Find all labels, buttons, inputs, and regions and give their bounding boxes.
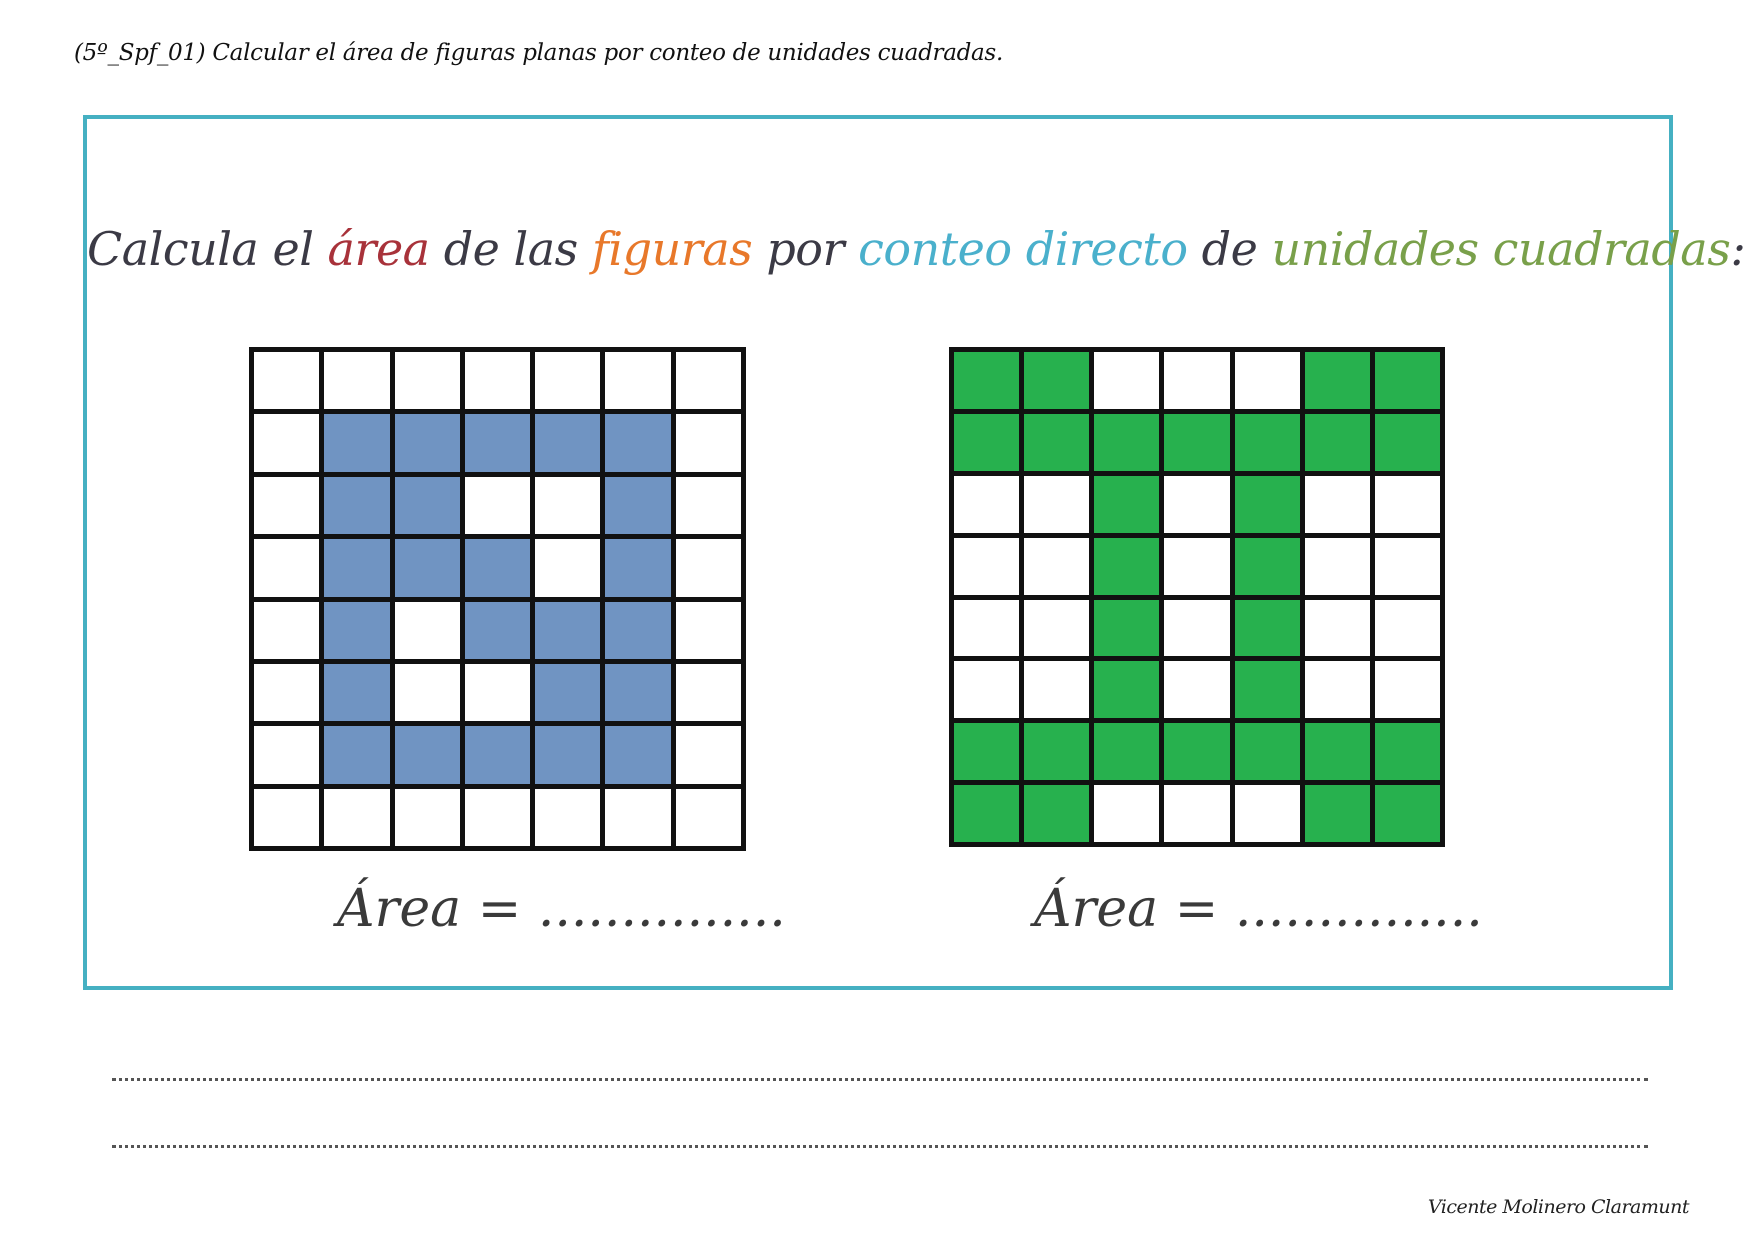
empty-unit-square <box>1305 538 1370 595</box>
shaded-unit-square <box>1024 723 1089 780</box>
shaded-unit-square <box>1375 785 1440 842</box>
shaded-unit-square <box>1375 352 1440 409</box>
header-title: (5º_Spf_01) Calcular el área de figuras planas por conteo de unidades cuadradas. <box>74 40 1003 66</box>
shaded-unit-square <box>1235 600 1300 657</box>
instruction-part: área <box>327 222 430 276</box>
shaded-unit-square <box>324 664 389 721</box>
shaded-unit-square <box>465 414 530 471</box>
shaded-unit-square <box>395 477 460 534</box>
shaded-unit-square <box>1094 723 1159 780</box>
empty-unit-square <box>676 664 741 721</box>
shaded-unit-square <box>324 477 389 534</box>
empty-unit-square <box>1375 538 1440 595</box>
figure-grid-2 <box>949 347 1445 847</box>
author-signature: Vicente Molinero Claramunt <box>1427 1196 1689 1218</box>
shaded-unit-square <box>324 414 389 471</box>
empty-unit-square <box>1164 538 1229 595</box>
empty-unit-square <box>395 602 460 659</box>
shaded-unit-square <box>324 726 389 783</box>
shaded-unit-square <box>1094 414 1159 471</box>
shaded-unit-square <box>1164 414 1229 471</box>
area-label-2: Área = ............... <box>1034 879 1483 939</box>
empty-unit-square <box>954 661 1019 718</box>
shaded-unit-square <box>1235 414 1300 471</box>
empty-unit-square <box>1305 476 1370 533</box>
empty-unit-square <box>254 539 319 596</box>
task-box <box>83 115 1746 990</box>
shaded-unit-square <box>395 726 460 783</box>
shaded-unit-square <box>395 539 460 596</box>
shaded-unit-square <box>1094 661 1159 718</box>
shaded-unit-square <box>954 414 1019 471</box>
shaded-unit-square <box>605 477 670 534</box>
empty-unit-square <box>1164 352 1229 409</box>
shaded-unit-square <box>1375 723 1440 780</box>
shaded-unit-square <box>605 726 670 783</box>
shaded-unit-square <box>1094 600 1159 657</box>
empty-unit-square <box>254 726 319 783</box>
shaded-unit-square <box>1024 785 1089 842</box>
shaded-unit-square <box>1024 414 1089 471</box>
shaded-unit-square <box>1094 476 1159 533</box>
empty-unit-square <box>1305 600 1370 657</box>
empty-unit-square <box>1375 661 1440 718</box>
empty-unit-square <box>535 477 600 534</box>
shaded-unit-square <box>1305 352 1370 409</box>
empty-unit-square <box>324 352 389 409</box>
shaded-unit-square <box>605 414 670 471</box>
shaded-unit-square <box>535 726 600 783</box>
shaded-unit-square <box>954 352 1019 409</box>
empty-unit-square <box>1375 476 1440 533</box>
empty-unit-square <box>395 352 460 409</box>
shaded-unit-square <box>1094 538 1159 595</box>
empty-unit-square <box>535 789 600 846</box>
shaded-unit-square <box>535 664 600 721</box>
instruction-part: unidades cuadradas <box>1271 222 1731 276</box>
shaded-unit-square <box>954 723 1019 780</box>
shaded-unit-square <box>605 539 670 596</box>
instruction-part: figuras <box>591 222 753 276</box>
shaded-unit-square <box>1235 661 1300 718</box>
empty-unit-square <box>1305 661 1370 718</box>
empty-unit-square <box>1164 600 1229 657</box>
shaded-unit-square <box>465 602 530 659</box>
empty-unit-square <box>324 789 389 846</box>
shaded-unit-square <box>605 602 670 659</box>
shaded-unit-square <box>465 726 530 783</box>
empty-unit-square <box>1094 785 1159 842</box>
instruction-part: de <box>1187 222 1272 276</box>
shaded-unit-square <box>1305 723 1370 780</box>
empty-unit-square <box>605 789 670 846</box>
shaded-unit-square <box>954 785 1019 842</box>
empty-unit-square <box>254 477 319 534</box>
instruction-part: : <box>1730 222 1746 276</box>
answer-line-2[interactable] <box>112 1145 1648 1148</box>
empty-unit-square <box>1375 600 1440 657</box>
shaded-unit-square <box>324 539 389 596</box>
shaded-unit-square <box>1164 723 1229 780</box>
empty-unit-square <box>395 789 460 846</box>
shaded-unit-square <box>535 414 600 471</box>
instruction-part: Calcula el <box>87 222 328 276</box>
shaded-unit-square <box>605 664 670 721</box>
shaded-unit-square <box>1305 785 1370 842</box>
empty-unit-square <box>254 602 319 659</box>
empty-unit-square <box>465 477 530 534</box>
instruction-part: de las <box>429 222 592 276</box>
empty-unit-square <box>465 664 530 721</box>
empty-unit-square <box>535 352 600 409</box>
empty-unit-square <box>676 477 741 534</box>
answer-line-1[interactable] <box>112 1078 1648 1081</box>
shaded-unit-square <box>535 602 600 659</box>
empty-unit-square <box>676 414 741 471</box>
figure-grid-1 <box>249 347 746 851</box>
empty-unit-square <box>676 726 741 783</box>
empty-unit-square <box>676 789 741 846</box>
empty-unit-square <box>1024 661 1089 718</box>
empty-unit-square <box>254 414 319 471</box>
empty-unit-square <box>1235 352 1300 409</box>
shaded-unit-square <box>1235 538 1300 595</box>
empty-unit-square <box>1235 785 1300 842</box>
empty-unit-square <box>535 539 600 596</box>
empty-unit-square <box>954 476 1019 533</box>
empty-unit-square <box>254 789 319 846</box>
shaded-unit-square <box>1375 414 1440 471</box>
empty-unit-square <box>676 539 741 596</box>
empty-unit-square <box>1164 476 1229 533</box>
empty-unit-square <box>1024 476 1089 533</box>
instruction-part: conteo directo <box>858 222 1188 276</box>
instruction-heading <box>87 222 1746 276</box>
shaded-unit-square <box>465 539 530 596</box>
empty-unit-square <box>465 789 530 846</box>
area-label-1: Área = ............... <box>337 879 786 939</box>
empty-unit-square <box>1164 785 1229 842</box>
shaded-unit-square <box>1235 476 1300 533</box>
shaded-unit-square <box>1235 723 1300 780</box>
empty-unit-square <box>1024 600 1089 657</box>
empty-unit-square <box>676 352 741 409</box>
shaded-unit-square <box>395 414 460 471</box>
empty-unit-square <box>954 600 1019 657</box>
empty-unit-square <box>465 352 530 409</box>
shaded-unit-square <box>1305 414 1370 471</box>
empty-unit-square <box>254 664 319 721</box>
empty-unit-square <box>254 352 319 409</box>
empty-unit-square <box>1024 538 1089 595</box>
empty-unit-square <box>676 602 741 659</box>
instruction-part: por <box>752 222 859 276</box>
empty-unit-square <box>1094 352 1159 409</box>
empty-unit-square <box>605 352 670 409</box>
empty-unit-square <box>1164 661 1229 718</box>
empty-unit-square <box>954 538 1019 595</box>
shaded-unit-square <box>1024 352 1089 409</box>
empty-unit-square <box>395 664 460 721</box>
shaded-unit-square <box>324 602 389 659</box>
